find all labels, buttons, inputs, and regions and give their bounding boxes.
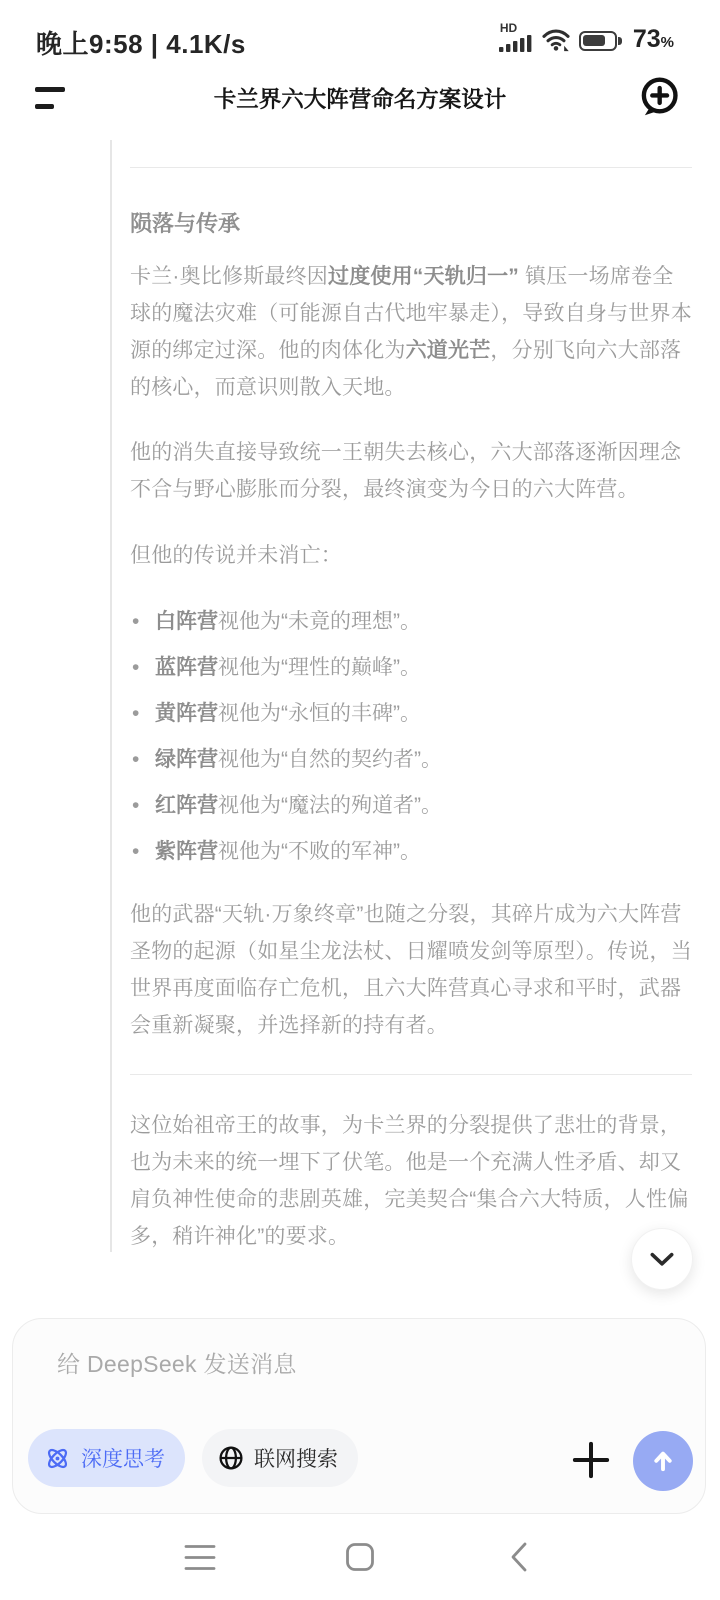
home-icon[interactable] xyxy=(340,1540,380,1574)
status-icons xyxy=(499,21,674,53)
menu-icon[interactable] xyxy=(35,84,69,112)
list-item: • 白阵营视他为“未竟的理想”。 xyxy=(130,603,692,640)
thinking-paragraph: 他的消失直接导致统一王朝失去核心，六大部落逐渐因理念不合与野心膨胀而分裂，最终演变为今日的六大阵营。 xyxy=(130,441,682,501)
chevron-down-icon xyxy=(649,1252,675,1267)
system-nav-bar xyxy=(0,1514,720,1600)
web-search-label: 联网搜索 xyxy=(254,1448,338,1471)
message-composer xyxy=(12,1318,706,1514)
app-header xyxy=(0,70,720,126)
page-title: 卡兰界六大阵营命名方案设计 xyxy=(213,87,507,112)
scroll-to-bottom-button[interactable] xyxy=(631,1228,693,1290)
thinking-section-heading: 陨落与传承 xyxy=(130,211,241,236)
list-item: • 黄阵营视他为“永恒的丰碑”。 xyxy=(130,695,692,732)
back-icon[interactable] xyxy=(498,1540,538,1574)
list-item: • 红阵营视他为“魔法的殉道者”。 xyxy=(130,787,692,824)
thinking-paragraph: 这位始祖帝王的故事，为卡兰界的分裂提供了悲壮的背景，也为未来的统一埋下了伏笔。他是一个充满人性矛盾、却又肩负神性使命的悲剧英雄，完美契合“集合六大特质，人性偏多，稍许神化”的要求。 xyxy=(130,1114,689,1248)
cellular-signal-icon xyxy=(499,22,533,52)
thinking-content xyxy=(130,140,692,1255)
list-item: • 紫阵营视他为“不败的军神”。 xyxy=(130,833,692,870)
arrow-up-icon xyxy=(650,1448,676,1474)
deep-think-toggle[interactable] xyxy=(28,1429,185,1487)
plus-icon xyxy=(571,1440,611,1480)
battery-percent: 73% xyxy=(632,25,674,53)
message-input[interactable]: 给 DeepSeek 发送消息 xyxy=(57,1351,297,1377)
attach-plus-button[interactable] xyxy=(569,1438,613,1482)
thinking-paragraph: 卡兰·奥比修斯最终因过度使用“天轨归一” 镇压一场席卷全球的魔法灾难（可能源自古代地牢暴走），导致自身与世界本源的绑定过深。他的肉体化为六道光芒，分别飞向六大部落的核心，而意识则散入天地。 xyxy=(130,265,692,399)
wifi-icon xyxy=(541,28,571,52)
atom-icon xyxy=(44,1445,71,1472)
signal-bars-icon xyxy=(499,35,533,52)
thinking-quote-line xyxy=(110,140,112,1252)
status-bar xyxy=(0,0,720,62)
list-item: • 蓝阵营视他为“理性的巅峰”。 xyxy=(130,649,692,686)
thinking-paragraph: 但他的传说并未消亡： xyxy=(130,544,342,567)
globe-icon xyxy=(218,1445,244,1471)
divider xyxy=(130,1074,692,1075)
list-item: • 绿阵营视他为“自然的契约者”。 xyxy=(130,741,692,778)
deep-think-label: 深度思考 xyxy=(81,1448,165,1471)
web-search-toggle[interactable] xyxy=(202,1429,358,1487)
thinking-paragraph: 他的武器“天轨·万象终章”也随之分裂，其碎片成为六大阵营圣物的起源（如星尘龙法杖、日耀喷发剑等原型）。传说，当世界再度面临存亡危机，且六大阵营真心寻求和平时，武器会重新凝聚，并选择新的持有者。 xyxy=(130,903,692,1037)
faction-list xyxy=(130,603,692,870)
recents-icon[interactable] xyxy=(180,1540,220,1574)
hd-volte-label: HD xyxy=(499,21,518,35)
send-button[interactable] xyxy=(633,1431,693,1491)
status-time-netspeed: 晚上9:58 | 4.1K/s xyxy=(36,29,246,59)
divider xyxy=(130,167,692,168)
new-chat-icon[interactable] xyxy=(636,76,682,120)
battery-icon xyxy=(579,31,625,51)
